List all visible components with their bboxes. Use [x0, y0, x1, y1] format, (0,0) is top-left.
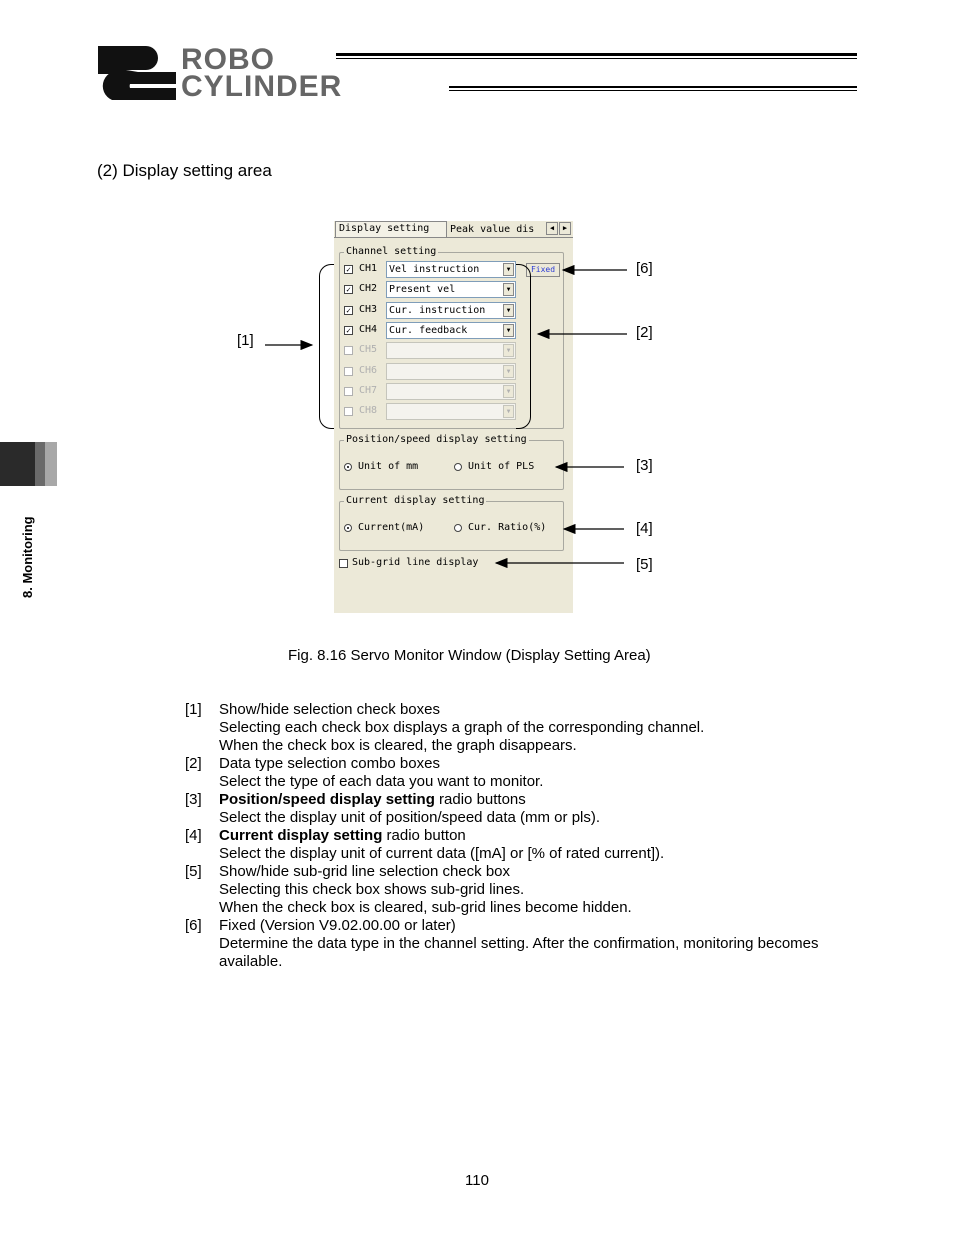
- chevron-down-icon[interactable]: ▼: [503, 283, 514, 296]
- list-item: [185, 755, 865, 791]
- list-item: [185, 917, 865, 971]
- channel-label: CH4: [359, 323, 378, 335]
- channel-label: CH8: [359, 405, 378, 417]
- combo-value: Present vel: [389, 284, 456, 296]
- item-title: [219, 917, 865, 935]
- channel-label: CH5: [359, 344, 378, 356]
- callout-3: [3]: [636, 457, 653, 474]
- tab-peak-value[interactable]: Peak value dis: [450, 224, 535, 235]
- combo-value: Cur. instruction: [389, 304, 486, 316]
- subgrid-label: Sub-grid line display: [352, 557, 479, 568]
- chevron-down-icon[interactable]: ▼: [503, 405, 514, 418]
- chevron-down-icon[interactable]: ▼: [503, 304, 514, 317]
- callout-6: [6]: [636, 260, 653, 277]
- item-description: Selecting this check box shows sub-grid lines.: [219, 881, 525, 898]
- item-title: [219, 827, 865, 845]
- item-description: Determine the data type in the channel setting. After the confirmation, monitoring becomes available.: [219, 935, 819, 970]
- item-description: When the check box is cleared, sub-grid lines become hidden.: [219, 899, 632, 916]
- list-item: [185, 701, 865, 755]
- item-title: [219, 863, 865, 881]
- item-title-bold: Current display setting: [219, 827, 383, 844]
- channel-checkbox[interactable]: ✓: [344, 326, 353, 335]
- combo-value: Vel instruction: [389, 264, 480, 275]
- item-number: [1]: [185, 701, 202, 718]
- chevron-down-icon[interactable]: ▼: [503, 385, 514, 398]
- channel-checkbox[interactable]: ✓: [344, 265, 353, 274]
- item-description: Select the type of each data you want to monitor.: [219, 773, 544, 790]
- item-title-text: Fixed (Version V9.02.00.00 or later): [219, 917, 456, 934]
- channel-label: CH1: [359, 263, 378, 274]
- section-title: (2) Display setting area: [97, 161, 272, 180]
- list-item: [185, 863, 865, 917]
- channel-checkbox[interactable]: ✓: [344, 285, 353, 294]
- channel-setting-legend: Channel setting: [346, 246, 437, 257]
- callout-1: [1]: [237, 332, 254, 349]
- item-number: [2]: [185, 755, 202, 772]
- item-title-text: Show/hide selection check boxes: [219, 701, 440, 718]
- item-number: [6]: [185, 917, 202, 934]
- callout-4: [4]: [636, 520, 653, 537]
- item-title: [219, 791, 865, 809]
- item-title-tail: radio button: [382, 827, 466, 844]
- chevron-down-icon[interactable]: ▼: [503, 263, 514, 276]
- callout-5: [5]: [636, 556, 653, 573]
- chevron-down-icon[interactable]: ▼: [503, 365, 514, 378]
- channel-label: CH6: [359, 364, 378, 376]
- radio-unit-mm-label: Unit of mm: [358, 461, 419, 472]
- item-number: [3]: [185, 791, 202, 808]
- list-item: [185, 827, 865, 863]
- chevron-down-icon[interactable]: ▼: [503, 344, 514, 357]
- tab-scroll-left-icon[interactable]: ◀: [546, 222, 558, 235]
- item-description: Select the display unit of position/speed data (mm or pls).: [219, 809, 601, 826]
- item-description: Select the display unit of current data ([mA] or [% of rated current]).: [219, 845, 665, 862]
- position-speed-legend: Position/speed display setting: [346, 434, 527, 445]
- tab-display-setting[interactable]: Display setting: [335, 221, 447, 237]
- list-item: [185, 791, 865, 827]
- item-number: [5]: [185, 863, 202, 880]
- channel-label: CH2: [359, 283, 378, 295]
- item-description: Selecting each check box displays a graph of the corresponding channel.: [219, 719, 705, 736]
- item-title-text: Show/hide sub-grid line selection check box: [219, 863, 510, 880]
- current-display-legend: Current display setting: [346, 495, 485, 506]
- chapter-label-text: 8. Monitoring: [20, 516, 35, 598]
- channel-checkbox[interactable]: ✓: [344, 306, 353, 315]
- channel-label: CH7: [359, 384, 378, 396]
- fixed-button[interactable]: Fixed: [526, 263, 560, 277]
- chevron-down-icon[interactable]: ▼: [503, 324, 514, 337]
- tab-scroll-right-icon[interactable]: ▶: [559, 222, 571, 235]
- logo-text-cylinder: CYLINDER: [181, 70, 343, 103]
- item-title: [219, 701, 865, 719]
- radio-current-ratio-label: Cur. Ratio(%): [468, 522, 547, 533]
- item-description: When the check box is cleared, the graph disappears.: [219, 737, 577, 754]
- item-title: [219, 755, 865, 773]
- page-number: 110: [465, 1172, 489, 1189]
- radio-unit-pls-label: Unit of PLS: [468, 461, 535, 472]
- channel-label: CH3: [359, 303, 378, 315]
- item-list: [185, 701, 865, 971]
- combo-value: Cur. feedback: [389, 324, 468, 336]
- logo-text-robo: ROBO: [181, 43, 275, 76]
- callout-2: [2]: [636, 324, 653, 341]
- item-number: [4]: [185, 827, 202, 844]
- radio-current-ma-label: Current(mA): [358, 522, 425, 533]
- item-title-tail: radio buttons: [434, 791, 526, 808]
- figure-caption: Fig. 8.16 Servo Monitor Window (Display Setting Area): [288, 647, 651, 664]
- item-title-text: Data type selection combo boxes: [219, 755, 440, 772]
- item-title-bold: Position/speed display setting: [219, 791, 435, 808]
